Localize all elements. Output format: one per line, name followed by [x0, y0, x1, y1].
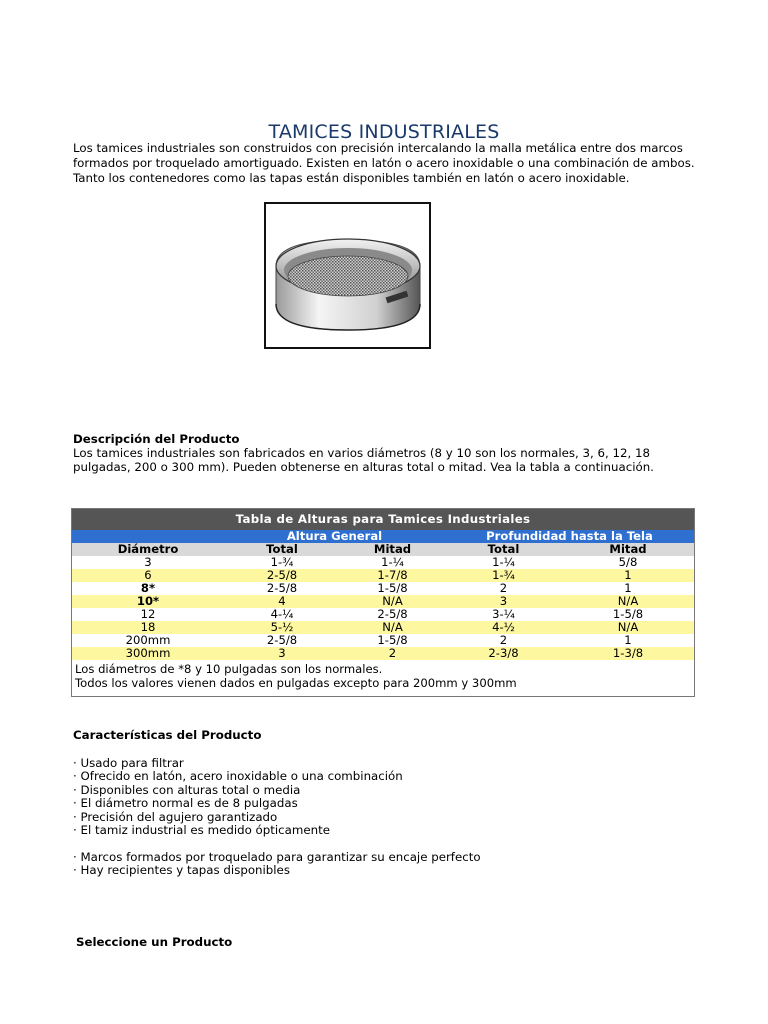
description-line: Los tamices industriales son fabricados en varios diámetros (8 y 10 son los normales, 3, 6, 12, 18 [73, 446, 651, 460]
sieve-product-image [264, 202, 431, 349]
col-header-total: Total [445, 543, 562, 556]
product-description [73, 432, 713, 474]
col-header-diameter: Diámetro [72, 543, 225, 556]
cell-diameter: 6 [72, 569, 225, 582]
table-notes [72, 660, 695, 697]
features-heading: Características del Producto [73, 728, 262, 742]
cell-total: 1-¾ [224, 556, 340, 569]
list-item: · Precisión del agujero garantizado [73, 809, 278, 824]
description-heading: Descripción del Producto [73, 432, 240, 446]
table-note: Los diámetros de *8 y 10 pulgadas son los normales. [75, 662, 383, 676]
cell-total: 3 [445, 595, 562, 608]
list-item: · Usado para filtrar [73, 755, 184, 770]
list-item: · Marcos formados por troquelado para garantizar su encaje perfecto [73, 849, 481, 864]
list-item: · Ofrecido en latón, acero inoxidable o una combinación [73, 769, 403, 783]
cell-half: 1-¼ [340, 556, 445, 569]
heights-table [71, 508, 695, 697]
cell-half: 1-5/8 [340, 582, 445, 595]
cell-diameter: 200mm [72, 634, 225, 647]
col-header-half: Mitad [340, 543, 445, 556]
sieve-illustration [266, 204, 429, 347]
cell-half: 1-5/8 [562, 608, 695, 621]
intro-line: Los tamices industriales son construidos con precisión intercalando la malla metálica entre dos marcos [73, 141, 683, 155]
list-item: · El diámetro normal es de 8 pulgadas [73, 796, 298, 810]
description-line: pulgadas, 200 o 300 mm). Pueden obtenerse en alturas total o mitad. Vea la tabla a continuación. [73, 460, 654, 474]
cell-half: 5/8 [562, 556, 695, 569]
cell-total: 1-¼ [445, 556, 562, 569]
cell-total: 3-¼ [445, 608, 562, 621]
cell-half: 1 [562, 582, 695, 595]
cell-half: N/A [562, 595, 695, 608]
cell-total: 4-½ [445, 621, 562, 634]
cell-total: 2 [445, 634, 562, 647]
col-header-total: Total [224, 543, 340, 556]
table-caption: Tabla de Alturas para Tamices Industriales [72, 509, 695, 531]
cell-total: 2-5/8 [224, 569, 340, 582]
group-overall-height: Altura General [224, 530, 445, 543]
cell-diameter: 3 [72, 556, 225, 569]
cell-total: 4 [224, 595, 340, 608]
cell-diameter: 12 [72, 608, 225, 621]
cell-total: 4-¼ [224, 608, 340, 621]
cell-half: N/A [340, 595, 445, 608]
group-depth-to-mesh: Profundidad hasta la Tela [445, 530, 695, 543]
features-list [73, 757, 713, 838]
cell-total: 2 [445, 582, 562, 595]
cell-total: 2-3/8 [445, 647, 562, 660]
page-title: TAMICES INDUSTRIALES [268, 120, 500, 143]
cell-diameter: 10* [72, 595, 225, 608]
cell-half: N/A [340, 621, 445, 634]
cell-half: N/A [562, 621, 695, 634]
table-row [72, 647, 695, 660]
cell-half: 2 [340, 647, 445, 660]
table-note: Todos los valores vienen dados en pulgadas excepto para 200mm y 300mm [75, 676, 517, 690]
cell-diameter: 300mm [72, 647, 225, 660]
cell-half: 1-7/8 [340, 569, 445, 582]
list-item: · El tamiz industrial es medido ópticamente [73, 823, 330, 837]
list-item: · Disponibles con alturas total o media [73, 782, 301, 797]
cell-total: 1-¾ [445, 569, 562, 582]
cell-half: 1 [562, 634, 695, 647]
intro-line: Tanto los contenedores como las tapas están disponibles también en latón o acero inoxidable. [73, 171, 630, 185]
cell-half: 2-5/8 [340, 608, 445, 621]
intro-paragraph [73, 141, 713, 186]
cell-diameter: 18 [72, 621, 225, 634]
cell-half: 1-5/8 [340, 634, 445, 647]
features-list-extra [73, 851, 713, 878]
cell-total: 3 [224, 647, 340, 660]
col-header-half: Mitad [562, 543, 695, 556]
cell-total: 2-5/8 [224, 582, 340, 595]
intro-line: formados por troquelado amortiguado. Existen en latón o acero inoxidable o una combinación de ambos. [73, 156, 695, 170]
cell-half: 1-3/8 [562, 647, 695, 660]
cell-total: 2-5/8 [224, 634, 340, 647]
cell-total: 5-½ [224, 621, 340, 634]
list-item: · Hay recipientes y tapas disponibles [73, 863, 290, 877]
product-features [73, 729, 713, 878]
select-product-heading: Seleccione un Producto [76, 935, 233, 949]
cell-half: 1 [562, 569, 695, 582]
cell-diameter: 8* [72, 582, 225, 595]
